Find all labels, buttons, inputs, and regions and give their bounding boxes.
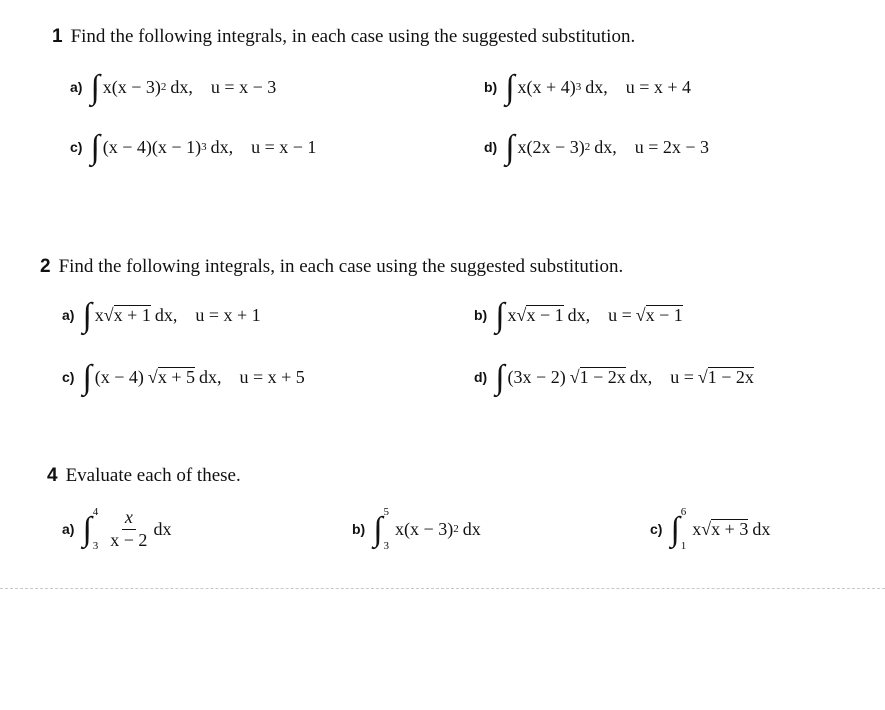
integrand: x(2x − 3) [517, 136, 585, 157]
question-4-heading [47, 465, 241, 487]
integral-sign: ∫ [82, 297, 92, 334]
radical-sign: √ [147, 366, 158, 387]
q2-part-b [474, 298, 683, 332]
exponent: 2 [584, 141, 591, 153]
limits [681, 506, 687, 552]
substitution-prefix: u = [670, 366, 694, 387]
part-label: b) [484, 79, 498, 95]
integral-sign: ∫ [90, 129, 100, 166]
substitution-radicand: x − 1 [645, 304, 683, 325]
fraction [110, 507, 147, 551]
part-label: a) [62, 307, 75, 323]
q4-part-c [650, 506, 770, 552]
substitution: u = x − 1 [251, 136, 317, 157]
square-root [570, 367, 626, 388]
question-1-heading [52, 26, 635, 48]
radical-sign: √ [701, 518, 712, 539]
radical-sign: √ [697, 366, 708, 387]
question-number: 2 [40, 256, 51, 277]
exponent: 3 [575, 81, 582, 93]
exponent: 2 [453, 523, 459, 535]
integral-sign: ∫ [82, 359, 92, 396]
q2-part-a [62, 298, 261, 332]
part-label: a) [62, 521, 75, 537]
q1-part-d [484, 130, 709, 164]
substitution: u = x + 5 [239, 366, 305, 387]
integrand-prefix: (x − 4) [94, 366, 144, 387]
differential: dx [462, 518, 481, 539]
integrand: (x − 4)(x − 1) [102, 136, 202, 157]
differential: dx, [210, 136, 234, 157]
lower-limit: 3 [383, 540, 390, 552]
radical-sign: √ [516, 304, 527, 325]
integral-sign: ∫ [495, 297, 505, 334]
part-label: c) [70, 139, 83, 155]
part-label: b) [352, 521, 366, 537]
part-label: a) [70, 79, 83, 95]
radicand: x + 5 [157, 366, 195, 387]
part-label: d) [484, 139, 498, 155]
differential: dx, [170, 76, 193, 97]
lower-limit: 3 [92, 540, 99, 552]
upper-limit: 4 [92, 506, 99, 518]
integral-sign: ∫ [82, 511, 92, 548]
integral-sign: ∫ [505, 129, 515, 166]
radicand: x + 3 [711, 518, 749, 539]
part-label: c) [650, 521, 663, 537]
limits [384, 506, 390, 552]
radical-sign: √ [635, 304, 646, 325]
substitution: u = 2x − 3 [634, 136, 709, 157]
square-root [148, 367, 195, 388]
integral-sign: ∫ [373, 511, 383, 548]
q2-part-d [474, 360, 754, 394]
upper-limit: 5 [383, 506, 390, 518]
differential: dx [153, 518, 172, 539]
radicand: x − 1 [526, 304, 564, 325]
square-root [701, 519, 748, 540]
square-root [698, 367, 754, 388]
definite-integral [670, 506, 692, 552]
q2-part-c [62, 360, 305, 394]
upper-limit: 6 [680, 506, 687, 518]
integrand-prefix: x [94, 304, 104, 325]
integrand-prefix: x [692, 518, 702, 539]
differential: dx, [154, 304, 178, 325]
substitution: u = x + 1 [195, 304, 261, 325]
substitution-prefix: u = [608, 304, 632, 325]
part-label: b) [474, 307, 488, 323]
question-2-heading [40, 256, 623, 278]
q1-part-b [484, 70, 691, 104]
radicand: 1 − 2x [579, 366, 626, 387]
question-instruction: Find the following integrals, in each case using the suggested substitution. [58, 256, 624, 277]
integral-sign: ∫ [505, 69, 515, 106]
exponent: 3 [201, 141, 207, 153]
differential: dx, [594, 136, 617, 157]
integrand-prefix: x [507, 304, 517, 325]
substitution: u = x − 3 [210, 76, 277, 97]
integrand: x(x + 4) [517, 76, 576, 97]
integral-sign: ∫ [90, 69, 100, 106]
q1-part-a [70, 70, 276, 104]
part-label: c) [62, 369, 75, 385]
q1-part-c [70, 130, 316, 164]
differential: dx [752, 518, 771, 539]
lower-limit: 1 [680, 540, 687, 552]
page-divider [0, 588, 885, 589]
q4-part-b [352, 506, 481, 552]
differential: dx, [585, 76, 608, 97]
integral-sign: ∫ [670, 511, 680, 548]
question-instruction: Evaluate each of these. [65, 465, 241, 486]
question-number: 1 [52, 26, 63, 47]
part-label: d) [474, 369, 488, 385]
integrand: x(x − 3) [102, 76, 161, 97]
question-instruction: Find the following integrals, in each case using the suggested substitution. [70, 26, 636, 47]
radical-sign: √ [569, 366, 580, 387]
definite-integral [373, 506, 395, 552]
exponent: 2 [160, 81, 167, 93]
q4-part-a [62, 506, 171, 552]
limits [93, 506, 99, 552]
radical-sign: √ [103, 304, 114, 325]
numerator: x [122, 507, 136, 530]
square-root [636, 305, 683, 326]
differential: dx, [567, 304, 591, 325]
integral-sign: ∫ [495, 359, 505, 396]
integrand: x(x − 3) [395, 518, 454, 539]
integrand-prefix: (3x − 2) [507, 366, 566, 387]
square-root [517, 305, 564, 326]
question-number: 4 [47, 465, 58, 486]
differential: dx, [198, 366, 222, 387]
radicand: x + 1 [113, 304, 151, 325]
differential: dx, [629, 366, 653, 387]
substitution-radicand: 1 − 2x [707, 366, 754, 387]
square-root [104, 305, 151, 326]
definite-integral [82, 506, 104, 552]
denominator: x − 2 [110, 529, 148, 550]
substitution: u = x + 4 [625, 76, 691, 97]
